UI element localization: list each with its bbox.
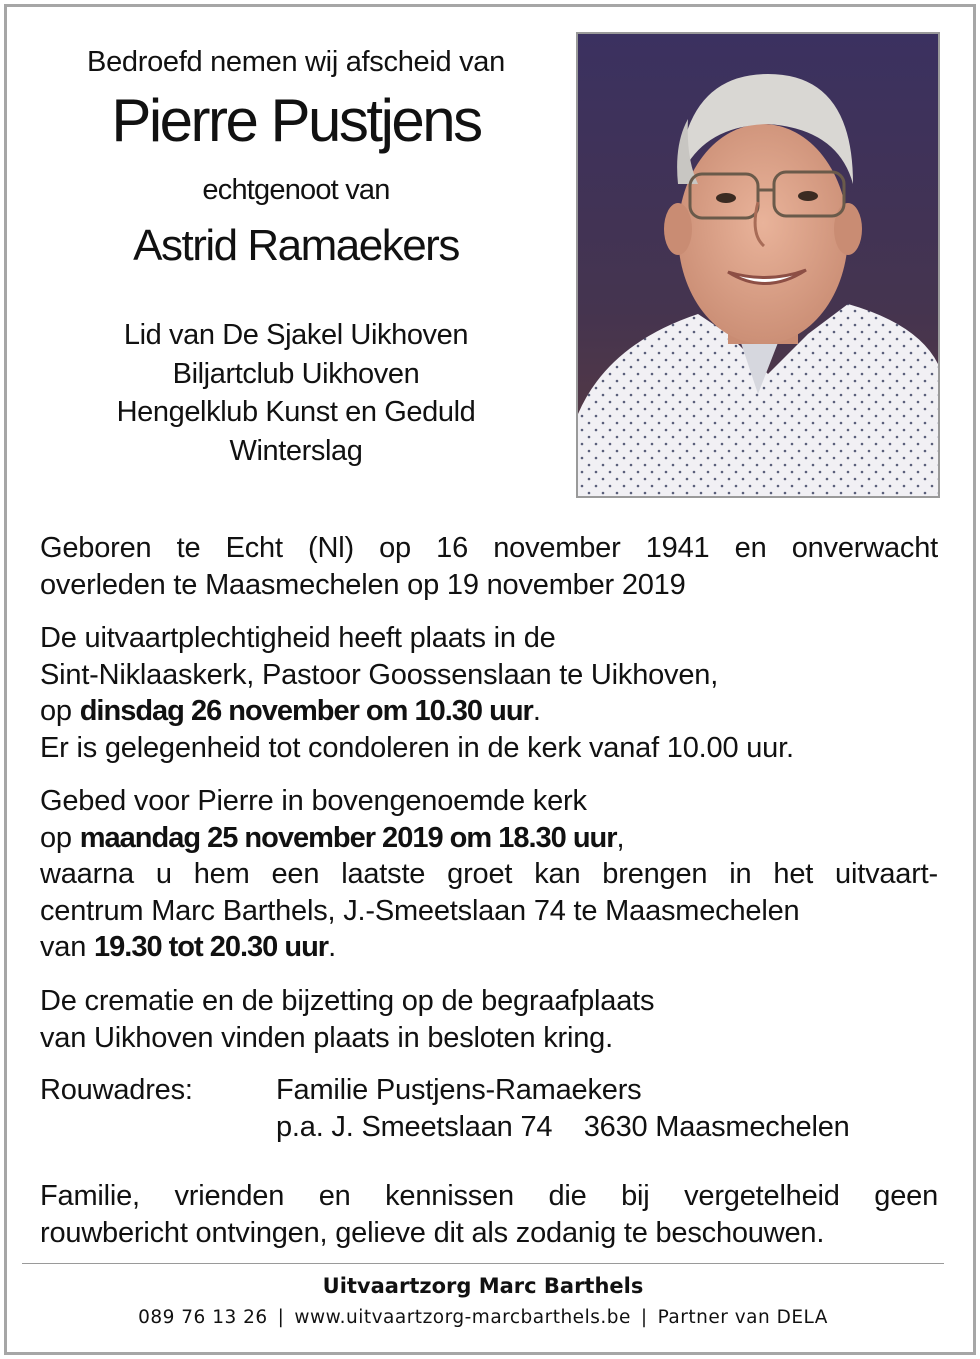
cremation-paragraph xyxy=(40,983,938,1056)
prayer-date-suffix: , xyxy=(616,821,625,854)
club-item: Biljartclub Uikhoven xyxy=(172,357,420,390)
footer-phone: 089 76 13 26 xyxy=(138,1307,268,1328)
funeral-home-line: centrum Marc Barthels, J.-Smeetslaan 74 te Maasmechelen xyxy=(40,894,800,927)
address-row xyxy=(40,1072,938,1145)
funeral-date: dinsdag 26 november om 10.30 uur xyxy=(79,695,533,727)
funeral-home-name: Uitvaartzorg Marc Barthels xyxy=(322,1274,644,1298)
funeral-date-suffix: . xyxy=(532,695,541,727)
portrait-photo xyxy=(576,32,940,498)
footer-website-link[interactable]: www.uitvaartzorg-marcbarthels.be xyxy=(294,1307,631,1328)
address-label: Rouwadres: xyxy=(40,1074,193,1106)
visitation-time: 19.30 tot 20.30 uur xyxy=(94,931,329,963)
footer-separator: | xyxy=(277,1307,285,1328)
funeral-paragraph xyxy=(40,620,938,766)
header xyxy=(30,42,562,470)
funeral-line: De uitvaartplechtigheid heeft plaats in de xyxy=(40,622,556,654)
prayer-date: maandag 25 november 2019 om 18.30 uur xyxy=(79,821,617,854)
footer-separator: | xyxy=(640,1307,648,1328)
clubs-list xyxy=(30,316,562,470)
address-block xyxy=(40,1072,938,1145)
address-lines xyxy=(276,1072,850,1145)
funeral-date-prefix: op xyxy=(40,695,80,727)
prayer-line: Gebed voor Pierre in bovengenoemde kerk xyxy=(40,785,587,817)
cremation-line: De crematie en de bijzetting op de begraafplaats xyxy=(40,985,655,1017)
intro-text: Bedroefd nemen wij afscheid van xyxy=(87,46,505,78)
funeral-date-line xyxy=(40,693,938,730)
spouse-intro: echtgenoot van xyxy=(202,174,390,206)
club-item: Lid van De Sjakel Uikhoven xyxy=(123,319,469,351)
church-line: Sint-Niklaaskerk, Pastoor Goossenslaan te Uikhoven, xyxy=(40,658,719,691)
condolence-line: Er is gelegenheid tot condoleren in de kerk vanaf 10.00 uur. xyxy=(40,731,794,764)
cremation-location-line: van Uikhoven vinden plaats in besloten kring. xyxy=(40,1021,613,1054)
spouse-name: Astrid Ramaekers xyxy=(133,221,459,270)
death-line: overleden te Maasmechelen op 19 november 2019 xyxy=(40,568,686,601)
visitation-time-suffix: . xyxy=(328,931,336,963)
notice-line: rouwbericht ontvingen, gelieve dit als zodanig te beschouwen. xyxy=(40,1216,825,1249)
address-street: p.a. J. Smeetslaan 74 3630 Maasmechelen xyxy=(276,1110,850,1143)
club-item: Winterslag xyxy=(229,434,363,467)
footer-partner: Partner van DELA xyxy=(657,1307,828,1328)
portrait-illustration xyxy=(578,34,938,496)
club-item: Hengelklub Kunst en Geduld xyxy=(116,396,476,428)
visitation-time-line xyxy=(40,929,938,966)
visitation-time-prefix: van xyxy=(40,931,95,963)
birth-line: Geboren te Echt (Nl) op 16 november 1941 en onverwacht xyxy=(40,532,938,564)
address-family: Familie Pustjens-Ramaekers xyxy=(276,1074,642,1106)
birth-paragraph xyxy=(40,530,938,603)
footer-divider xyxy=(22,1263,944,1264)
footer-contact xyxy=(0,1305,966,1331)
deceased-name: Pierre Pustjens xyxy=(111,87,481,154)
notice-line: Familie, vrienden en kennissen die bij vergetelheid geen xyxy=(40,1180,938,1212)
notice-paragraph xyxy=(40,1178,938,1251)
prayer-date-line xyxy=(40,820,938,857)
visitation-line: waarna u hem een laatste groet kan brengen in het uitvaart- xyxy=(40,858,938,890)
prayer-date-prefix: op xyxy=(40,821,80,854)
prayer-paragraph xyxy=(40,783,938,966)
